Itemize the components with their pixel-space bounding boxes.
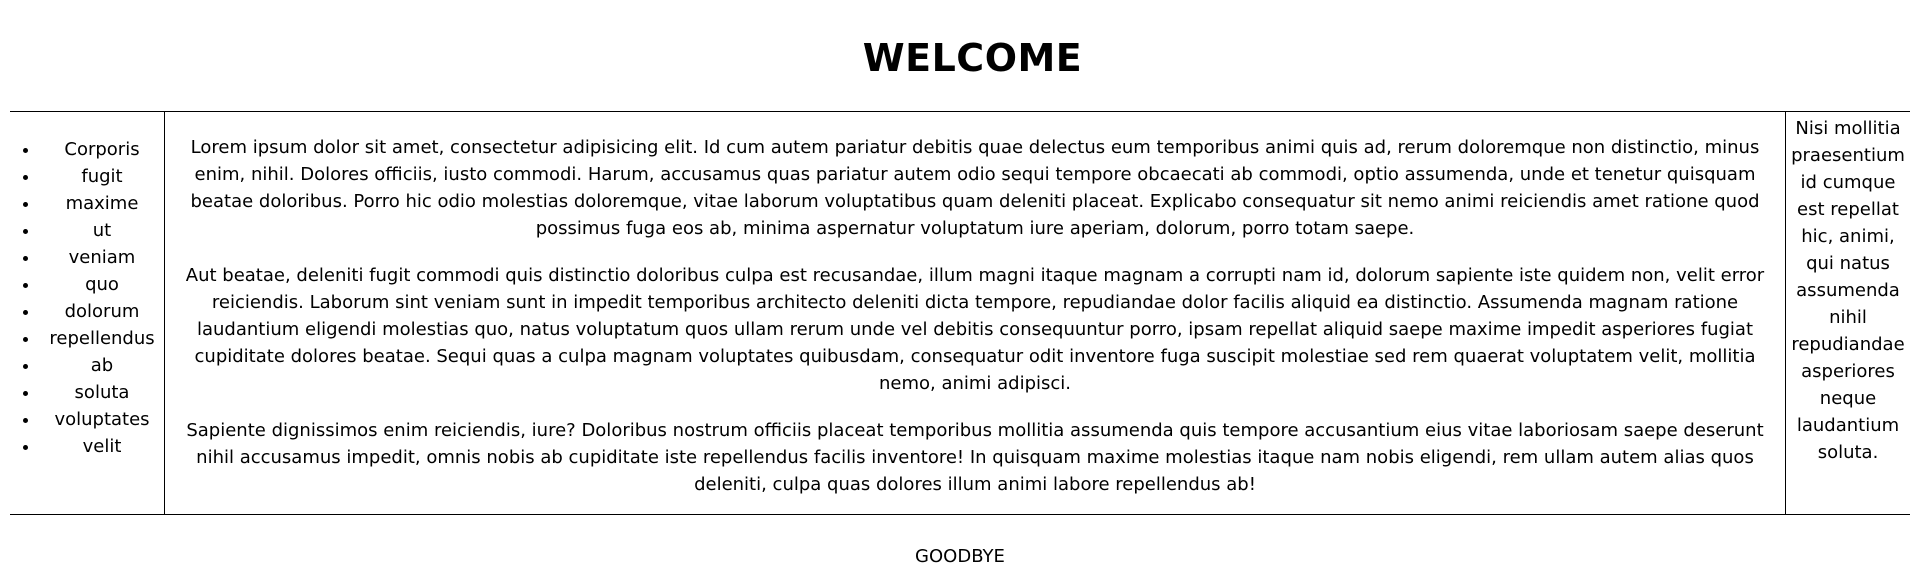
list-item: • voluptates <box>40 406 164 433</box>
paragraph: Sapiente dignissimos enim reiciendis, iure? Doloribus nostrum officiis placeat temporibus mollitia assumenda quis tempore accusantium eius vitae laboriosam saepe deserunt nihil accusamus impedit, omnis nobis ab cupiditate iste repellendus facilis inventore! In quisquam maxime molestias itaque nam nobis eligendi, rem ullam autem alias quos deleniti, culpa quas dolores illum animi labore repellendus ab! <box>186 420 1764 495</box>
sidebar-list <box>10 136 164 460</box>
page-title: WELCOME <box>862 36 1083 80</box>
content-area <box>10 111 1910 515</box>
list-item: • dolorum <box>40 298 164 325</box>
page-header <box>0 0 1920 111</box>
list-item: • veniam <box>40 244 164 271</box>
list-item: • maxime <box>40 190 164 217</box>
paragraph: Aut beatae, deleniti fugit commodi quis distinctio doloribus culpa est recusandae, illum magni itaque magnam a corrupti nam id, dolorum sapiente iste quidem non, velit error reiciendis. Laborum sint veniam sunt in impedit temporibus architecto deleniti dicta tempore, repudiandae dolor facilis aliquid ea distinctio. Assumenda magnam ratione laudantium eligendi molestias quo, natus voluptatum quos ullam rerum unde vel debitis consequuntur porro, ipsam repellat aliquid saepe maxime impedit asperiores fugiat cupiditate dolores beatae. Sequi quas a culpa magnam voluptates quibusdam, consequatur odit inventore fuga suscipit molestiae sed rem quaerat voluptatem velit, mollitia nemo, animi adipisci. <box>185 265 1765 394</box>
list-item: • quo <box>40 271 164 298</box>
list-item: • ut <box>40 217 164 244</box>
list-item: • repellendus <box>40 325 164 352</box>
footer-text: GOODBYE <box>915 546 1005 567</box>
list-item: • Corporis <box>40 136 164 163</box>
sidebar <box>10 112 165 514</box>
list-item: • soluta <box>40 379 164 406</box>
aside-panel <box>1785 112 1910 514</box>
page-footer <box>0 543 1920 570</box>
aside-text: Nisi mollitia praesentium id cumque est repellat hic, animi, qui natus assumenda nihil repudiandae asperiores neque laudantium soluta. <box>1791 118 1905 463</box>
list-item: • fugit <box>40 163 164 190</box>
list-item: • ab <box>40 352 164 379</box>
main-content <box>165 112 1785 514</box>
paragraph: Lorem ipsum dolor sit amet, consectetur adipisicing elit. Id cum autem pariatur debitis quae delectus eum temporibus animi quis ad, rerum doloremque non distinctio, minus enim, nihil. Dolores officiis, iusto commodi. Harum, accusamus quas pariatur autem odio sequi tempore obcaecati ab commodi, optio assumenda, unde et tenetur quisquam beatae doloribus. Porro hic odio molestias doloremque, vitae laborum voluptatibus quam deleniti placeat. Explicabo consequatur sit nemo animi reiciendis amet ratione quod possimus fuga eos ab, minima aspernatur voluptatum iure aperiam, dolorum, porro totam saepe. <box>190 137 1760 239</box>
list-item: • velit <box>40 433 164 460</box>
